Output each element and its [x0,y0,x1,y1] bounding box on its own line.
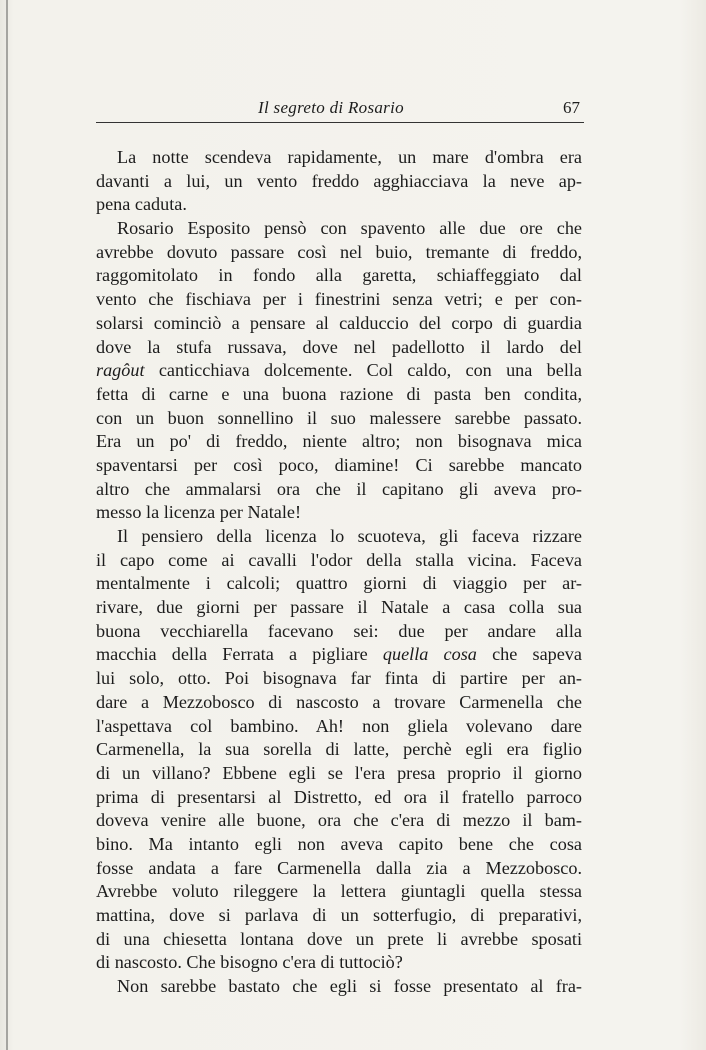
text-segment: Carmenella, la sua sorella di latte, perchè egli era figlio [96,739,582,760]
text-line [96,738,582,762]
text-segment: doveva venire alle buone, ora che c'era di mezzo il bam- [96,810,582,831]
text-segment: l'aspettava col bambino. Ah! non gliela volevano dare [96,715,582,736]
text-line [96,928,582,952]
text-line [96,359,582,383]
text-segment: prima di presentarsi al Distretto, ed ora il fratello parroco [96,786,582,807]
text-segment: mattina, dove si parlava di un sotterfugio, di preparativi, [96,905,582,925]
text-line [96,383,582,407]
text-segment: canticchiava dolcemente. Col caldo, con una bella [144,360,582,381]
body-text [96,146,582,999]
text-line [96,833,582,857]
text-segment: di un villano? Ebbene egli se l'era presa proprio il giorno [96,762,582,783]
text-line [96,312,582,336]
text-line [96,715,582,739]
text-line [96,786,582,810]
text-segment: pena caduta. [96,194,187,215]
text-segment: messo la licenza per Natale! [96,502,302,523]
text-segment: di una chiesetta lontana dove un prete li avrebbe sposati [96,928,582,949]
text-segment: mentalmente i calcoli; quattro giorni di viaggio per ar- [96,573,582,594]
text-segment: il capo come ai cavalli l'odor della stalla vicina. Faceva [96,549,582,570]
text-segment: dare a Mezzobosco di nascosto a trovare Carmenella che [96,691,582,712]
text-segment: bino. Ma intanto egli non aveva capito bene che cosa [96,833,582,854]
text-line [96,762,582,786]
text-segment: Non sarebbe bastato che egli si fosse presentato al fra- [117,976,582,997]
text-segment: con un buon sonnellino il suo malessere sarebbe passato. [96,407,582,428]
text-line [96,407,582,431]
text-line [96,975,582,999]
page-header [96,96,584,123]
text-segment: Era un po' di freddo, niente altro; non bisognava mica [96,431,582,452]
text-line [96,288,582,312]
text-segment: vento che fischiava per i finestrini senza vetri; e per con- [96,289,582,310]
text-line [96,857,582,881]
text-segment: macchia della Ferrata a pigliare [96,644,383,665]
text-segment: Avrebbe voluto rileggere la lettera giuntagli quella stessa [96,881,582,902]
text-line [96,170,582,194]
text-line [96,193,582,217]
running-title: Il segreto di Rosario [258,98,404,117]
text-line [96,549,582,573]
text-line [96,809,582,833]
text-segment: avrebbe dovuto passare così nel buio, tremante di freddo, [96,241,582,262]
text-line [96,264,582,288]
text-segment: lui solo, otto. Poi bisognava far finta di partire per an- [96,668,582,689]
text-line [96,478,582,502]
text-segment: che sapeva [476,644,582,665]
text-segment: rivare, due giorni per passare il Natale a casa colla sua [96,597,582,618]
text-segment: di nascosto. Che bisogno c'era di tuttociò? [96,952,403,973]
text-line [96,336,582,360]
text-line [96,501,582,525]
text-segment: fosse andata a fare Carmenella dalla zia a Mezzobosco. [96,857,582,878]
text-segment: fetta di carne e una buona razione di pasta ben condita, [96,383,582,404]
text-segment: Rosario Esposito pensò con spavento alle due ore che [117,218,582,239]
text-segment: buona vecchiarella facevano sei: due per andare alla [96,620,582,641]
text-line [96,217,582,241]
text-segment: altro che ammalarsi ora che il capitano gli aveva pro- [96,478,582,499]
page-binding-edge [6,0,8,1050]
page-number: 67 [563,98,580,117]
text-line [96,596,582,620]
text-line [96,241,582,265]
text-segment: La notte scendeva rapidamente, un mare d'ombra era [117,147,582,167]
text-line [96,691,582,715]
text-line [96,904,582,928]
text-line [96,951,582,975]
text-line [96,572,582,596]
text-line [96,146,582,170]
text-line [96,643,582,667]
text-segment: davanti a lui, un vento freddo agghiacciava la neve ap- [96,170,582,191]
text-segment: raggomitolato in fondo alla garetta, schiaffeggiato dal [96,265,582,286]
text-line [96,525,582,549]
text-line [96,667,582,691]
italic-segment: quella cosa [382,644,477,665]
italic-segment: ragôut [96,360,145,381]
text-line [96,454,582,478]
text-segment: solarsi cominciò a pensare al calduccio del corpo di guardia [96,312,582,333]
text-line [96,880,582,904]
text-segment: spaventarsi per così poco, diamine! Ci sarebbe mancato [96,454,582,475]
text-segment: dove la stufa russava, dove nel padellotto il lardo del [96,336,582,357]
text-line [96,430,582,454]
text-segment: Il pensiero della licenza lo scuoteva, gli faceva rizzare [117,526,582,546]
text-line [96,620,582,644]
